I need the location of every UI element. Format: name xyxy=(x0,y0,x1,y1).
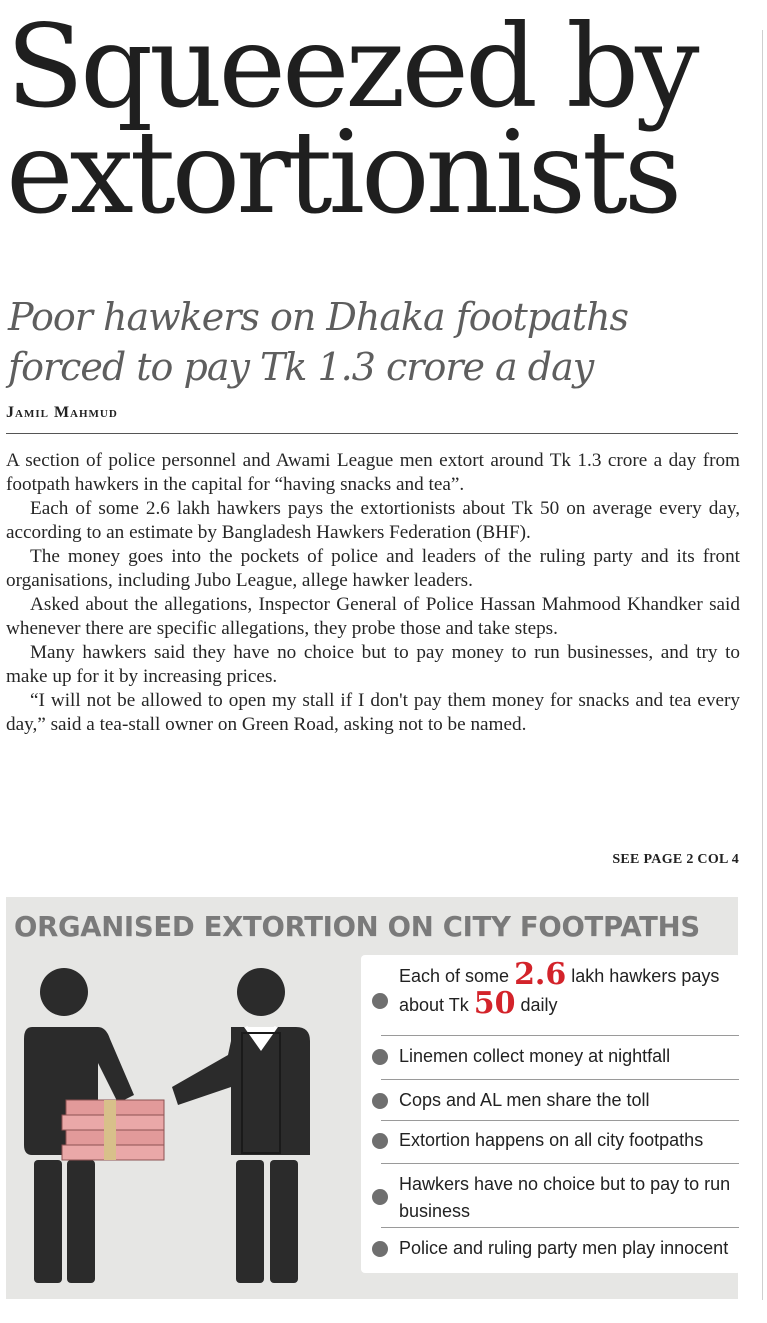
money-bundle-icon xyxy=(62,1100,164,1160)
bullet-icon xyxy=(372,1049,388,1065)
bullet-icon xyxy=(372,1093,388,1109)
subheadline-line-2: forced to pay Tk 1.3 crore a day xyxy=(8,345,594,389)
paragraph: “I will not be allowed to open my stall if I don't pay them money for snacks and tea every day,” said a tea-stall owner on Green Road, asking not to be named. xyxy=(6,690,740,735)
headline xyxy=(6,0,751,239)
extortionist-figure-icon xyxy=(172,968,310,1283)
hawker-count: 2.6 xyxy=(514,957,567,992)
subheadline-line-1: Poor hawkers on Dhaka footpaths xyxy=(8,295,629,339)
headline-line-2: extortionists xyxy=(6,106,679,239)
key-points-list: Each of some 2.6 lakh hawkers pays about Tk 50 daily Linemen collect money at nightfall Cops and AL men share the toll Extortion happens on all city footpaths Hawkers have no choice but to pay to run business Police and ruling party men play innocent xyxy=(361,955,741,1273)
daily-amount: 50 xyxy=(473,986,516,1021)
infographic xyxy=(6,897,738,1299)
divider xyxy=(381,1163,739,1164)
bullet-icon xyxy=(372,1189,388,1205)
paragraph: A section of police personnel and Awami League men extort around Tk 1.3 crore a day from footpath hawkers in the capital for “having snacks and tea”. xyxy=(6,450,740,495)
paragraph: Many hawkers said they have no choice but to pay money to run businesses, and try to make up for it by increasing prices. xyxy=(6,642,740,687)
article-body xyxy=(6,449,740,737)
divider xyxy=(381,1227,739,1228)
divider xyxy=(381,1035,739,1036)
paragraph: The money goes into the pockets of police and leaders of the ruling party and its front organisations, including Jubo League, allege hawker leaders. xyxy=(6,546,740,591)
byline-rule xyxy=(6,433,738,434)
bullet-icon xyxy=(372,993,388,1009)
subheadline xyxy=(8,292,753,392)
bullet-icon xyxy=(372,1133,388,1149)
paragraph: Asked about the allegations, Inspector General of Police Hassan Mahmood Khandker said whenever there are specific allegations, they probe those and take steps. xyxy=(6,594,740,639)
infographic-title: ORGANISED EXTORTION ON CITY FOOTPATHS xyxy=(14,911,700,943)
divider xyxy=(381,1079,739,1080)
paragraph: Each of some 2.6 lakh hawkers pays the extortionists about Tk 50 on average every day, according to an estimate by Bangladesh Hawkers Federation (BHF). xyxy=(6,498,740,543)
bribe-handover-illustration xyxy=(6,947,356,1299)
continued-on-page-link[interactable]: SEE PAGE 2 COL 4 xyxy=(612,852,739,867)
bullet-icon xyxy=(372,1241,388,1257)
column-rule xyxy=(762,30,763,1300)
byline: Jamil Mahmud xyxy=(6,404,118,421)
headline-line-1: Squeezed by xyxy=(6,0,696,133)
divider xyxy=(381,1120,739,1121)
